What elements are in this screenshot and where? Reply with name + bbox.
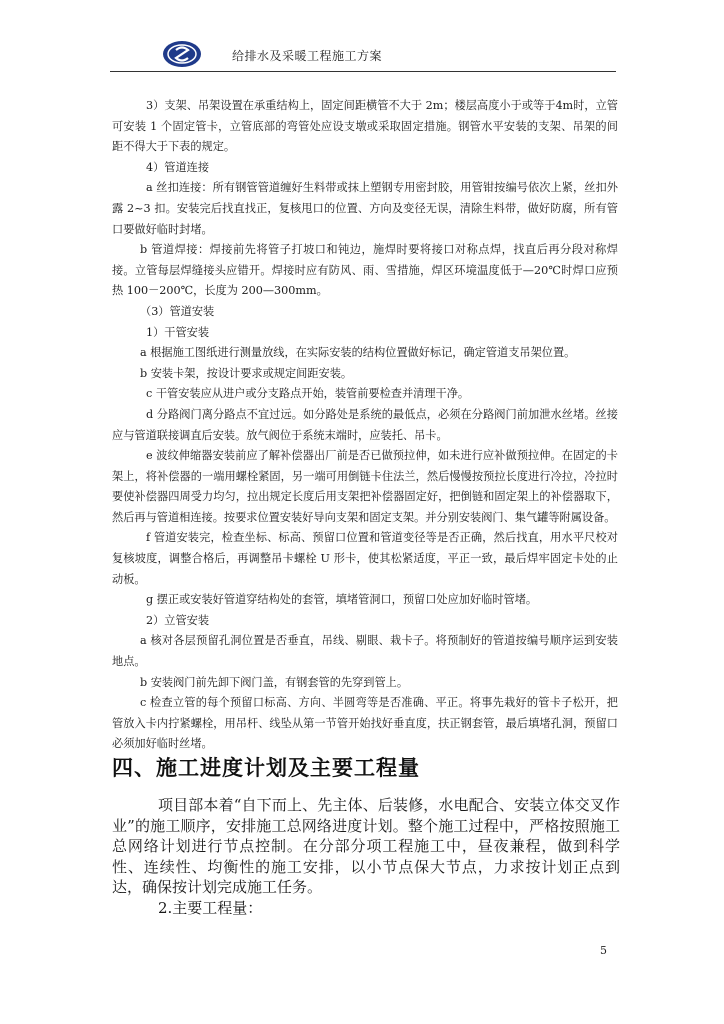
paragraph: c 检查立管的每个预留口标高、方向、半圆弯等是否准确、平正。将事先栽好的管卡子松开，把管放入卡内拧紧螺栓，用吊杆、线坠从第一节管开始找好垂直度，扶正钢套管，最后填堵孔洞，预留口必须加好临时丝堵。 [112, 696, 618, 751]
section-heading: 四、施工进度计划及主要工程量 [112, 756, 420, 780]
paragraph: b 安装阀门前先卸下阀门盖，有钢套管的先穿到管上。 [140, 675, 409, 689]
paragraph: a 根据施工图纸进行测量放线，在实际安装的结构位置做好标记，确定管道支吊架位置。 [140, 346, 576, 360]
paragraph: 3）支架、吊架设置在承重结构上，固定间距横管不大于 2m；楼层高度小于或等于4m时，立管可安装 1 个固定管卡，立管底部的弯管处应设支墩或采取固定措施。钢管水平安装的支架、吊架的间距不得大于下表的规定。 [112, 99, 618, 154]
paragraph: 4）管道连接 [146, 160, 210, 174]
paragraph: 项目部本着“自下而上、先主体、后装修，水电配合、安装立体交叉作业”的施工顺序，安排施工总网络进度计划。整个施工过程中，严格按照施工总网络计划进行节点控制。在分部分项工程施工中，昼夜兼程，做到科学性、连续性、均衡性的施工安排，以小节点保大节点，力求按计划正点到达，确保按计划完成施工任务。 [112, 796, 620, 896]
paragraph: e 波纹伸缩器安装前应了解补偿器出厂前是否已做预拉伸，如未进行应补做预拉伸。在固定的卡架上，将补偿器的一端用螺栓紧固，另一端可用倒链卡住法兰，然后慢慢按预拉长度进行冷拉，冷拉时要使补偿器四周受力均匀，拉出规定长度后用支架把补偿器固定好，把倒链和固定架上的补偿器取下，然后再与管道相连接。按要求位置安装好导向支架和固定支架。并分别安装阀门、集气罐等附属设备。 [112, 449, 618, 524]
paragraph: c 干管安装应从进户或分支路点开始，装管前要检查并清理干净。 [146, 387, 470, 401]
paragraph: g 摆正或安装好管道穿结构处的套管，填堵管洞口，预留口处应加好临时管堵。 [146, 593, 538, 607]
paragraph: a 丝扣连接：所有钢管管道缠好生料带或抹上塑钢专用密封胶，用管钳按编号依次上紧，丝扣外露 2~3 扣。安装完后找直找正，复核甩口的位置、方向及变径无误，清除生料带，做好防腐，所有管口要做好临时封堵。 [112, 181, 618, 236]
paragraph: b 安装卡架，按设计要求或规定间距安装。 [140, 366, 353, 380]
header-divider [110, 71, 616, 72]
paragraph: 2.主要工程量： [158, 898, 263, 917]
paragraph: d 分路阀门离分路点不宜过远。如分路处是系统的最低点，必须在分路阀门前加泄水丝堵。丝接应与管道联接调直后安装。放气阀位于系统末端时，应装托、吊卡。 [112, 407, 618, 442]
section-body [112, 795, 620, 918]
paragraph: f 管道安装完，检查坐标、标高、预留口位置和管道变径等是否正确，然后找直，用水平尺校对复核坡度，调整合格后，再调整吊卡螺栓 U 形卡，使其松紧适度，平正一致，最后焊牢固定卡处的止动板。 [112, 531, 618, 586]
paragraph: （3）管道安装 [140, 304, 215, 318]
paragraph: a 核对各层预留孔洞位置是否垂直，吊线、剔眼、栽卡子。将预制好的管道按编号顺序运到安装地点。 [112, 634, 618, 669]
company-logo-icon [162, 40, 202, 68]
body-text [112, 96, 618, 755]
paragraph: 2）立管安装 [146, 613, 210, 627]
paragraph: b 管道焊接：焊接前先将管子打坡口和钝边，施焊时要将接口对称点焊，找直后再分段对称焊接。立管每层焊缝接头应错开。焊接时应有防风、雨、雪措施，焊区环境温度低于—20℃时焊口应预热 100－200℃，长度为 200—300mm。 [112, 243, 618, 298]
header-title: 给排水及采暖工程施工方案 [232, 49, 383, 63]
page-number: 5 [600, 944, 607, 957]
paragraph: 1）干管安装 [146, 325, 210, 339]
